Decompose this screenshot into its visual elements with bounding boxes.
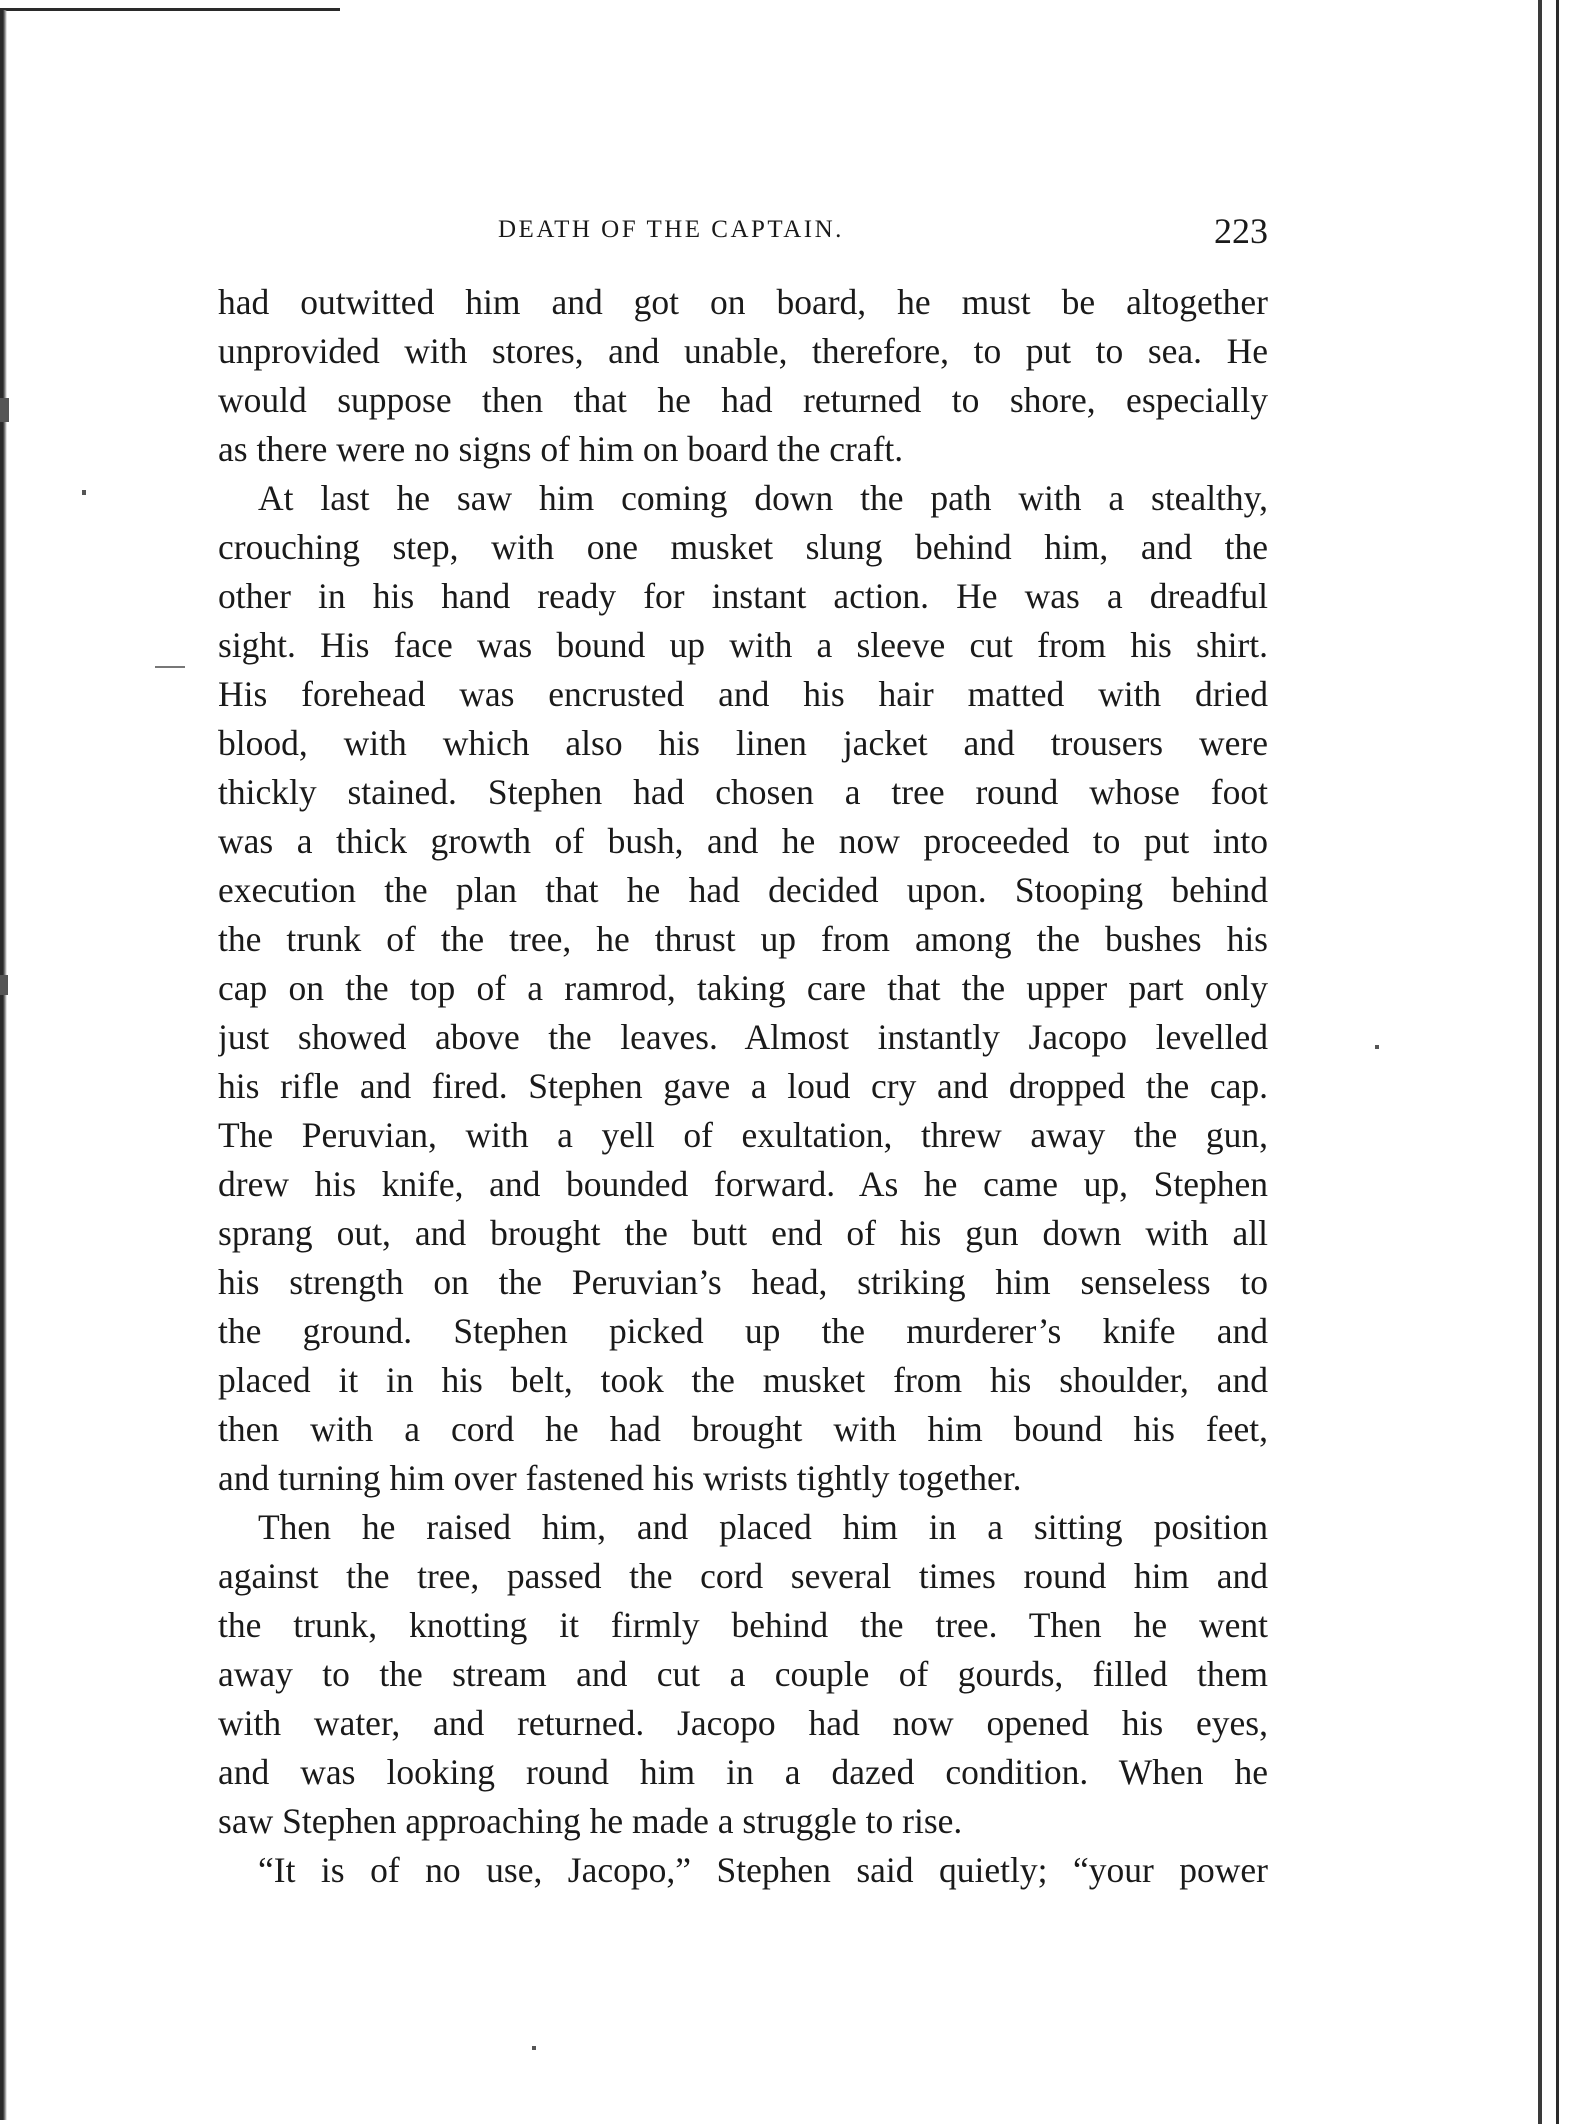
running-head — [218, 210, 1268, 262]
margin-mark — [532, 2046, 536, 2050]
margin-mark — [155, 666, 185, 668]
page-number: 223 — [1214, 211, 1268, 251]
paragraph — [218, 1846, 1268, 1895]
paragraph — [218, 1503, 1268, 1846]
text-line: as there were no signs of him on board the craft. — [218, 429, 904, 469]
text-line: cap on the top of a ramrod, taking care that the upper part only — [218, 968, 1268, 1008]
scan-edge-right-inner — [1538, 0, 1542, 2124]
text-line: Then he raised him, and placed him in a sitting position — [258, 1507, 1268, 1547]
text-line: with water, and returned. Jacopo had now opened his eyes, — [218, 1703, 1268, 1743]
text-line: was a thick growth of bush, and he now proceeded to put into — [218, 821, 1268, 861]
text-line: the ground. Stephen picked up the murderer’s knife and — [218, 1311, 1268, 1351]
margin-mark — [0, 398, 9, 422]
text-line: his strength on the Peruvian’s head, striking him senseless to — [218, 1262, 1268, 1302]
scan-edge-left — [0, 10, 7, 2120]
text-line: thickly stained. Stephen had chosen a tree round whose foot — [218, 772, 1268, 812]
text-line: blood, with which also his linen jacket and trousers were — [218, 723, 1268, 763]
text-line: execution the plan that he had decided upon. Stooping behind — [218, 870, 1268, 910]
text-line: drew his knife, and bounded forward. As he came up, Stephen — [218, 1164, 1268, 1204]
running-title: DEATH OF THE CAPTAIN. — [498, 216, 844, 243]
text-line: then with a cord he had brought with him bound his feet, — [218, 1409, 1268, 1449]
text-line: and turning him over fastened his wrists tightly together. — [218, 1458, 1022, 1498]
text-line: other in his hand ready for instant action. He was a dreadful — [218, 576, 1268, 616]
text-line: placed it in his belt, took the musket from his shoulder, and — [218, 1360, 1268, 1400]
text-line: At last he saw him coming down the path with a stealthy, — [258, 478, 1268, 518]
margin-mark — [1375, 1045, 1379, 1049]
text-line: His forehead was encrusted and his hair matted with dried — [218, 674, 1268, 714]
text-line: the trunk, knotting it firmly behind the tree. Then he went — [218, 1605, 1268, 1645]
text-line: “It is of no use, Jacopo,” Stephen said quietly; “your power — [258, 1850, 1268, 1890]
body-text — [218, 278, 1268, 1895]
text-line: sprang out, and brought the butt end of his gun down with all — [218, 1213, 1268, 1253]
text-line: the trunk of the tree, he thrust up from among the bushes his — [218, 919, 1268, 959]
text-line: and was looking round him in a dazed condition. When he — [218, 1752, 1268, 1792]
scan-edge-top — [0, 8, 340, 11]
text-line: away to the stream and cut a couple of gourds, filled them — [218, 1654, 1268, 1694]
paragraph — [218, 278, 1268, 474]
margin-mark — [82, 490, 86, 495]
text-line: would suppose then that he had returned to shore, especially — [218, 380, 1268, 420]
paragraph — [218, 474, 1268, 1503]
text-line: saw Stephen approaching he made a struggle to rise. — [218, 1801, 963, 1841]
text-line: had outwitted him and got on board, he must be altogether — [218, 282, 1268, 322]
scan-edge-right-outer — [1556, 0, 1559, 2124]
text-line: sight. His face was bound up with a sleeve cut from his shirt. — [218, 625, 1268, 665]
text-line: just showed above the leaves. Almost instantly Jacopo levelled — [218, 1017, 1268, 1057]
text-line: The Peruvian, with a yell of exultation, threw away the gun, — [218, 1115, 1268, 1155]
text-line: crouching step, with one musket slung behind him, and the — [218, 527, 1268, 567]
text-line: his rifle and fired. Stephen gave a loud cry and dropped the cap. — [218, 1066, 1268, 1106]
text-line: against the tree, passed the cord several times round him and — [218, 1556, 1268, 1596]
margin-mark — [0, 975, 8, 995]
text-line: unprovided with stores, and unable, therefore, to put to sea. He — [218, 331, 1268, 371]
